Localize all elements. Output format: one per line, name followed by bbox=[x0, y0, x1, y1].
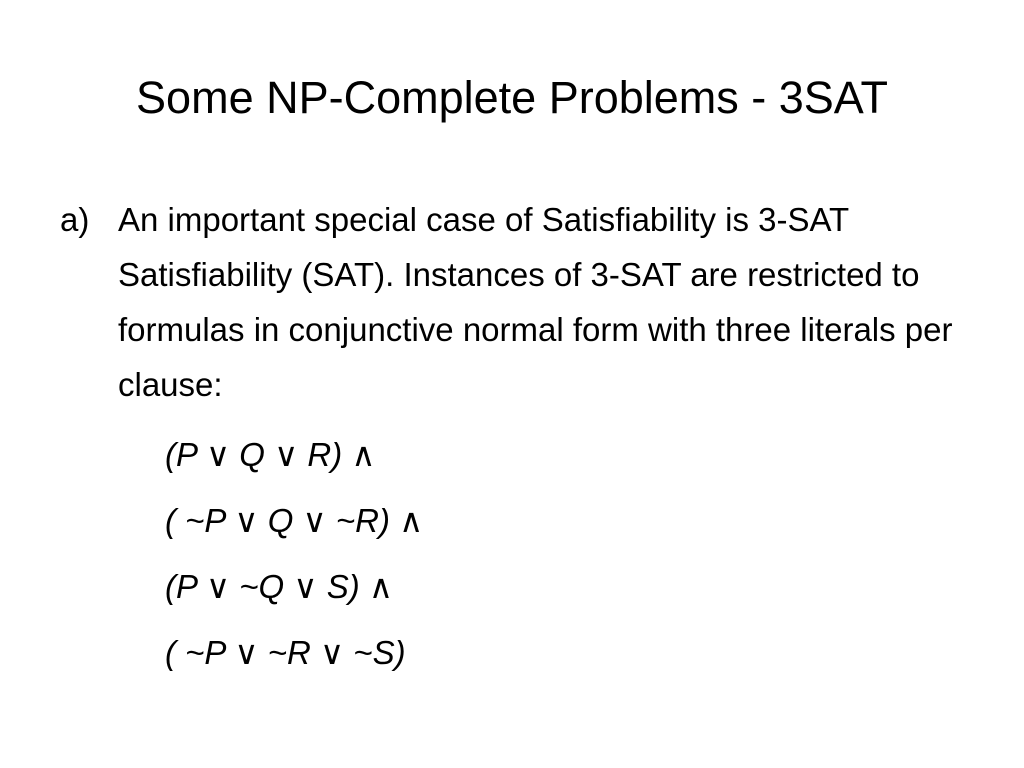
slide-title: Some NP-Complete Problems - 3SAT bbox=[136, 72, 888, 123]
list-item-marker: a) bbox=[60, 201, 90, 238]
list-item bbox=[60, 192, 980, 412]
clause-3: (P ∨ ~Q ∨ S) ∧ bbox=[165, 568, 394, 605]
list-item-text: An important special case of Satisfiability is 3-SAT Satisfiability (SAT). Instances of 3-SAT are restricted to formulas in conjunctive normal form with three literals per clause: bbox=[118, 201, 953, 403]
clause-list bbox=[165, 422, 980, 686]
clause-1: (P ∨ Q ∨ R) ∧ bbox=[165, 436, 376, 473]
clause-4: ( ~P ∨ ~R ∨ ~S) bbox=[165, 634, 406, 671]
slide-body bbox=[60, 192, 980, 686]
clause-2: ( ~P ∨ Q ∨ ~R) ∧ bbox=[165, 502, 424, 539]
